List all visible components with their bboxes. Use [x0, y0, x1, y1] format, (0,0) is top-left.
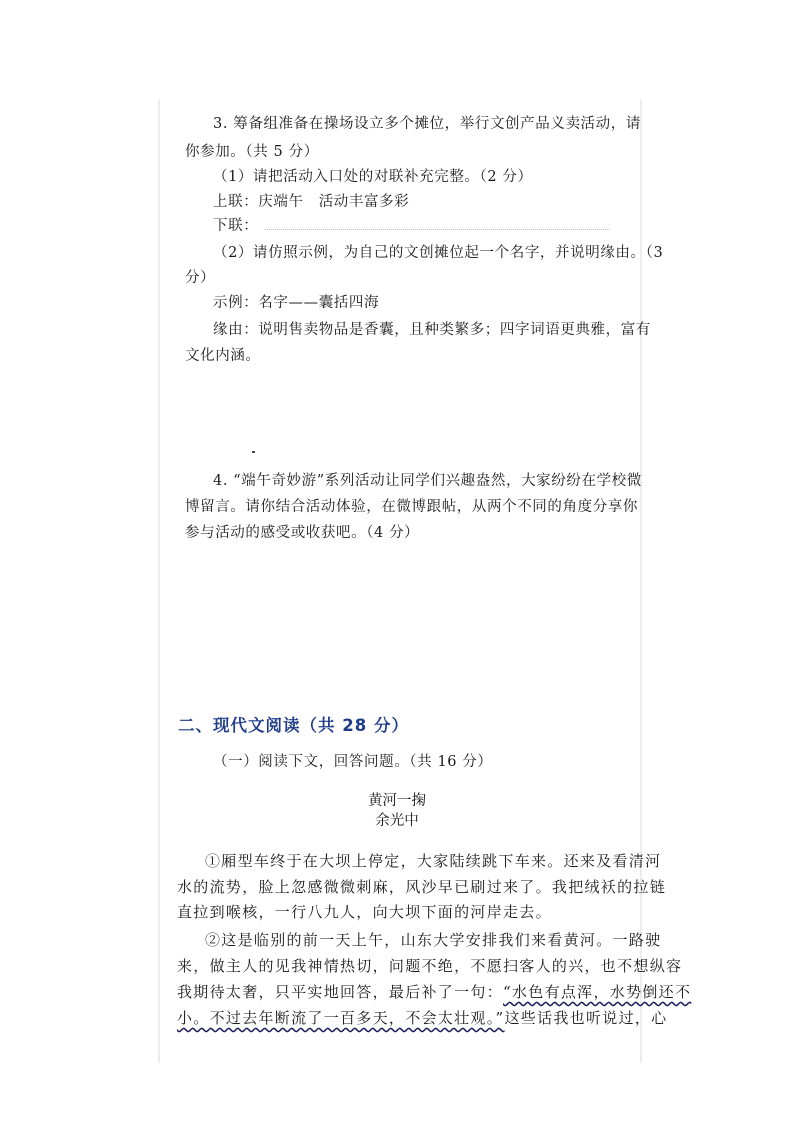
q3-line-2: 你参加。（共 5 分） — [185, 144, 319, 160]
couplet-upper: 上联：庆端午 活动丰富多彩 — [213, 194, 410, 210]
section-part-1: （一）阅读下文，回答问题。（共 16 分） — [213, 754, 493, 770]
article-author: 余光中 — [375, 813, 419, 829]
paragraph-2-line-2: 来，做主人的见我神情热切，问题不绝，不愿扫客人的兴，也不想纵容 — [177, 957, 683, 975]
q3-example: 示例：名字——囊括四海 — [213, 295, 380, 311]
paragraph-1-line-3: 直拉到喉核，一行八九人，向大坝下面的河岸走去。 — [177, 903, 552, 921]
q4-line-1: 4. “端午奇妙游”系列活动让同学们兴趣盎然，大家纷纷在学校微 — [213, 473, 642, 489]
q3-sub2-line-1: （2）请仿照示例，为自己的文创摊位起一个名字，并说明缘由。（3 — [213, 245, 664, 261]
paragraph-1-line-2: 水的流势，脸上忽感微微刺麻，风沙早已刷过来了。我把绒袄的拉链 — [177, 878, 667, 896]
q4-line-3: 参与活动的感受或收获吧。（4 分） — [185, 525, 420, 541]
paragraph-2-line-4 — [177, 1007, 668, 1029]
q3-sub2-line-2: 分） — [185, 270, 216, 286]
couplet-lower-blank[interactable] — [265, 228, 610, 230]
paragraph-2-line-3 — [177, 981, 691, 1003]
q3-reason-line-2: 文化内涵。 — [185, 348, 261, 364]
article-title: 黄河一掬 — [368, 793, 426, 809]
couplet-lower-label: 下联： — [213, 218, 259, 234]
handwritten-underline-2: 小。不过去年断流了一百多天，不会太壮观。” — [177, 1009, 505, 1027]
scan-dot — [252, 451, 255, 453]
q4-line-2: 博留言。请你结合活动体验，在微博跟帖，从两个不同的角度分享你 — [185, 499, 638, 515]
q3-sub1: （1）请把活动入口处的对联补充完整。（2 分） — [213, 169, 533, 185]
paragraph-2-line-1: ②这是临别的前一天上午，山东大学安排我们来看黄河。一路驶 — [205, 931, 662, 949]
paragraph-1-line-1: ①厢型车终于在大坝上停定，大家陆续跳下车来。还来及看清河 — [205, 852, 662, 870]
q3-line-1: 3. 筹备组准备在操场设立多个摊位，举行文创产品义卖活动，请 — [213, 116, 641, 132]
handwritten-underline-1: “水色有点浑，水势倒还不 — [503, 983, 692, 1001]
q3-reason-line-1: 缘由：说明售卖物品是香囊，且种类繁多；四字词语更典雅，富有 — [213, 322, 651, 338]
paragraph-2-line-3-text: 我期待太奢，只平实地回答，最后补了一句： — [177, 983, 504, 1001]
page-edge-left — [158, 100, 160, 1063]
paragraph-2-line-4-text: 这些话我也听说过，心 — [504, 1009, 668, 1027]
section-title: 二、现代文阅读（共 28 分） — [178, 716, 409, 735]
